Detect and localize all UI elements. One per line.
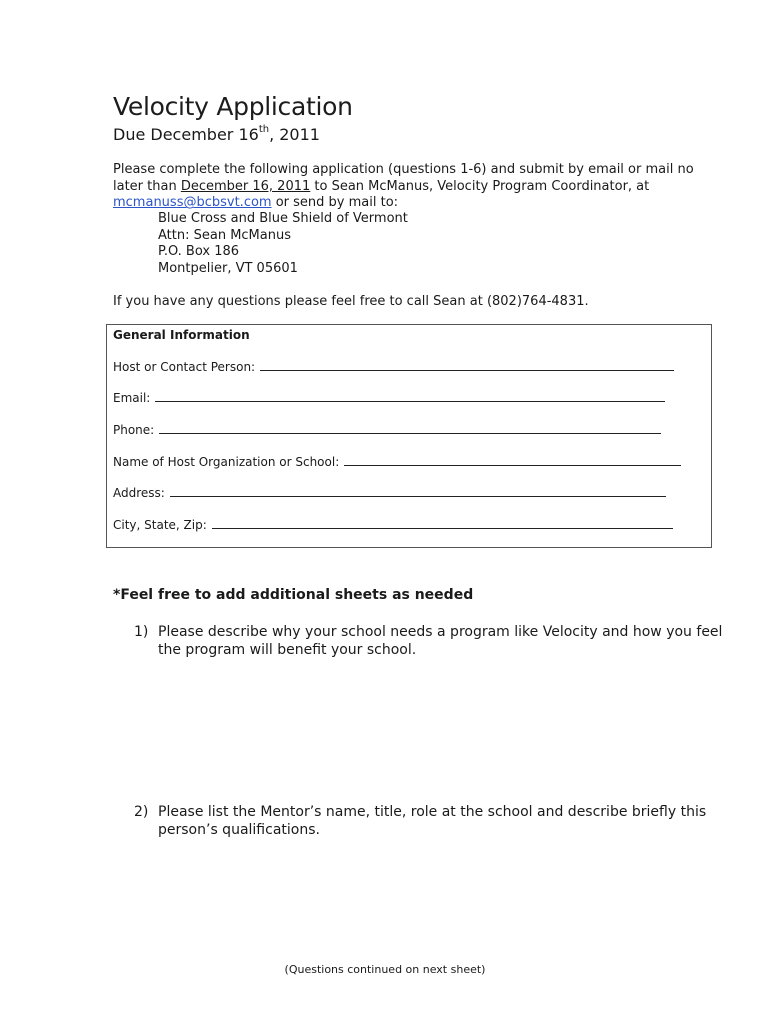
address-line: Blue Cross and Blue Shield of Vermont [158,211,408,226]
field-label: Host or Contact Person: [113,360,256,374]
question-2 [134,803,734,843]
address-line: Montpelier, VT 05601 [158,261,298,277]
mailing-address [158,211,408,278]
address-field[interactable] [113,486,666,500]
question-text [158,803,706,839]
question-line: Please list the Mentor’s name, title, role at the school and describe briefly this [158,804,707,820]
question-line: person’s qualifications. [158,822,320,838]
phone-field[interactable] [113,423,661,437]
due-date-prefix: Due December 16 [113,125,259,144]
email-field[interactable] [113,391,665,405]
due-date-superscript: th [258,124,270,135]
question-number: 1) [134,624,149,640]
question-1 [134,623,734,663]
question-line: the program will benefit your school. [158,642,417,658]
city-state-zip-line[interactable] [212,528,673,529]
address-line: Attn: Sean McManus [158,227,291,243]
general-information-heading: General Information [113,328,250,342]
address-line-input[interactable] [170,496,666,497]
question-text [158,623,722,659]
field-label: Email: [113,391,151,405]
question-number: 2) [134,804,149,820]
email-link[interactable]: mcmanuss@bcbsvt.com [113,195,272,211]
phone-line[interactable] [159,433,661,434]
field-label: Phone: [113,423,155,437]
field-label: Name of Host Organization or School: [113,455,340,469]
host-organization-line[interactable] [344,465,681,466]
continued-footer: (Questions continued on next sheet) [284,963,486,976]
additional-sheets-note: *Feel free to add additional sheets as needed [113,587,474,603]
field-label: City, State, Zip: [113,518,207,532]
host-contact-field[interactable] [113,360,674,374]
host-contact-line[interactable] [260,370,674,371]
email-line[interactable] [155,401,665,402]
field-label: Address: [113,486,165,500]
due-date [113,124,320,144]
intro-paragraph [113,162,723,212]
host-organization-field[interactable] [113,455,681,469]
due-date-suffix: , 2011 [269,125,320,144]
intro-text-1: Please complete the following application (questions 1-6) and submit by email or mail no later than [113,162,694,194]
contact-line: If you have any questions please feel free to call Sean at (802)764-4831. [113,294,589,309]
question-line: Please describe why your school needs a program like Velocity and how you feel [158,624,723,640]
page-title: Velocity Application [113,92,353,121]
intro-deadline: December 16, 2011 [180,178,311,194]
intro-text-3: or send by mail to: [271,195,399,211]
intro-text-2: to Sean McManus, Velocity Program Coordinator, at [310,178,650,194]
address-line: P.O. Box 186 [158,244,240,260]
city-state-zip-field[interactable] [113,518,673,532]
